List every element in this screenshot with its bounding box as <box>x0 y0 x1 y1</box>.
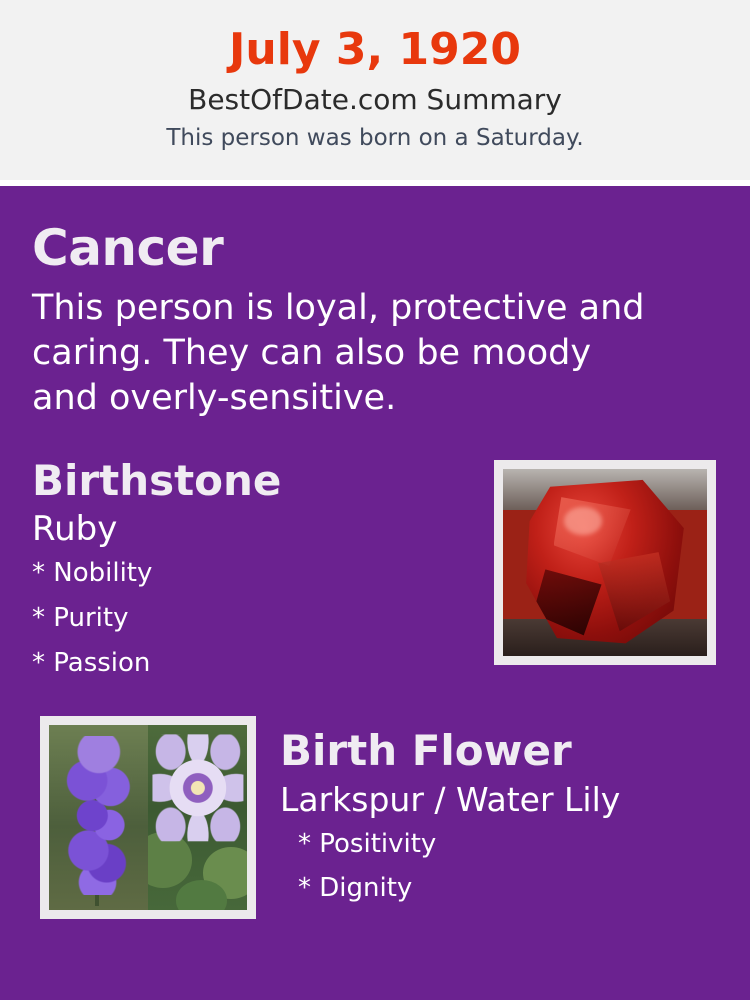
ruby-facet-lower <box>598 552 670 631</box>
birth-flower-title: Birth Flower <box>280 726 572 775</box>
birth-day-of-week-text: This person was born on a Saturday. <box>166 125 584 151</box>
birthstone-image-frame <box>494 460 716 665</box>
ruby-highlight <box>564 507 602 535</box>
birth-flower-name: Larkspur / Water Lily <box>280 780 621 819</box>
birthstone-trait: * Nobility <box>32 558 153 588</box>
birthstone-section <box>32 455 718 686</box>
water-lily-photo <box>148 725 247 910</box>
zodiac-sign-name: Cancer <box>32 219 224 277</box>
birth-flower-trait: * Dignity <box>298 873 413 903</box>
birthstone-trait: * Passion <box>32 648 151 678</box>
site-summary-label: BestOfDate.com Summary <box>188 83 562 116</box>
page-header <box>0 0 750 180</box>
birthstone-trait: * Purity <box>32 603 129 633</box>
water-lily-center <box>161 745 234 830</box>
birthstone-name: Ruby <box>32 509 118 549</box>
birthstone-title: Birthstone <box>32 456 282 505</box>
larkspur-blooms <box>66 736 131 895</box>
birth-flower-trait: * Positivity <box>298 829 437 859</box>
page-title: July 3, 1920 <box>229 24 521 75</box>
larkspur-photo <box>49 725 148 910</box>
birth-flower-section <box>32 716 718 931</box>
birth-flower-image-frame <box>40 716 256 919</box>
larkspur-and-water-lily-photo <box>49 725 247 910</box>
details-panel <box>0 186 750 1000</box>
zodiac-description: This person is loyal, protective and caring. They can also be moody and overly-sensitive. <box>32 288 645 418</box>
birth-flower-text <box>280 716 718 910</box>
ruby-gemstone-photo <box>503 469 707 656</box>
